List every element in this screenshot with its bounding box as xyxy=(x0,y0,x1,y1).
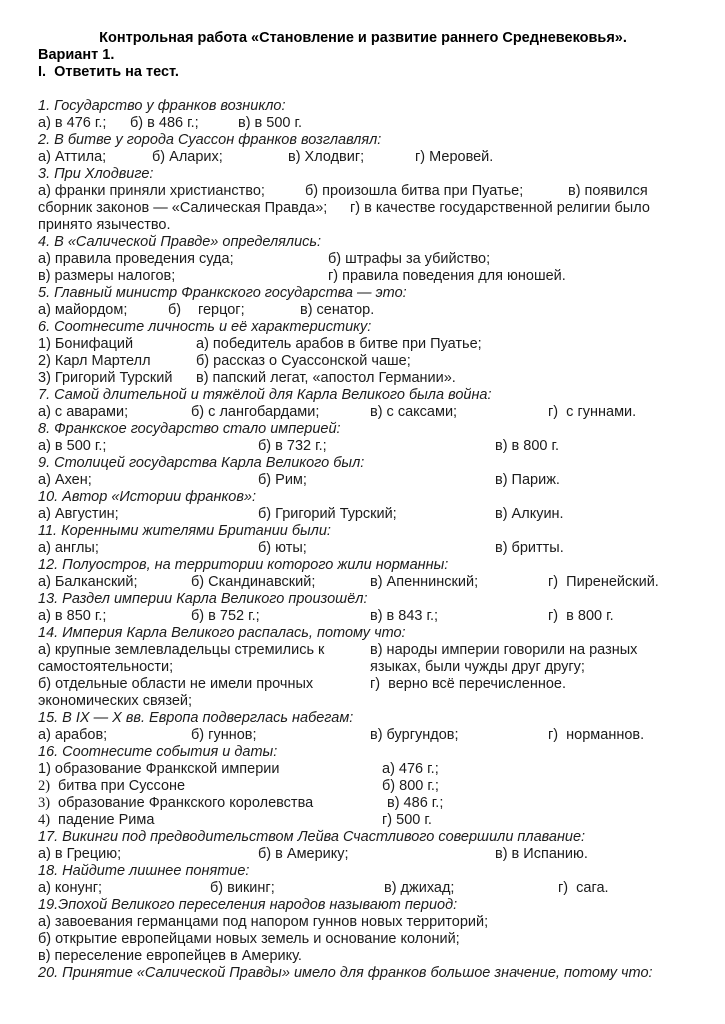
question-text xyxy=(38,132,688,149)
answer-options-line-text: экономических связей; xyxy=(38,693,193,709)
answer-options-line xyxy=(38,931,688,948)
answer-options-line-text: в) сенатор. xyxy=(300,302,375,318)
match-row-text: 4) xyxy=(38,812,51,828)
question-text xyxy=(38,591,688,608)
answer-options-line xyxy=(38,200,688,217)
match-row-text: а) победитель арабов в битве при Пуатье; xyxy=(196,336,482,352)
answer-options-line xyxy=(38,115,688,132)
answer-options-line xyxy=(38,693,688,710)
question-text-text: 19.Эпохой Великого переселения народов называют период: xyxy=(38,897,458,913)
question-text xyxy=(38,387,688,404)
match-row-text: б) 800 г.; xyxy=(382,778,439,794)
match-row-text: образование Франкского королевства xyxy=(58,795,314,811)
answer-options-line-text: а) в Грецию; xyxy=(38,846,122,862)
match-row xyxy=(38,353,688,370)
match-row xyxy=(38,336,688,353)
answer-options-line-text: в) Алкуин. xyxy=(495,506,564,522)
answer-options-line xyxy=(38,914,688,931)
answer-options-line-text: б) викинг; xyxy=(210,880,275,896)
match-row-text: 1) Бонифаций xyxy=(38,336,134,352)
match-row-text: 1) образование Франкской империи xyxy=(38,761,280,777)
question-text-text: 20. Принятие «Салической Правды» имело для франков большое значение, потому что: xyxy=(38,965,653,981)
answer-options-line-text: б) произошла битва при Пуатье; xyxy=(305,183,524,199)
match-row xyxy=(38,761,688,778)
answer-options-line-text: г) правила поведения для юношей. xyxy=(328,268,566,284)
question-text xyxy=(38,489,688,506)
answer-options-line-text: г) в 800 г. xyxy=(548,608,614,624)
answer-options-line-text: а) майордом; xyxy=(38,302,128,318)
answer-options-line-text: г) норманнов. xyxy=(548,727,645,743)
match-row-text: а) 476 г.; xyxy=(382,761,439,777)
question-text xyxy=(38,965,688,982)
answer-options-line-text: в) Париж. xyxy=(495,472,560,488)
question-text-text: 7. Самой длительной и тяжёлой для Карла Великого была война: xyxy=(38,387,492,403)
answer-options-line-text: б) штрафы за убийство; xyxy=(328,251,491,267)
match-row-text: 3) xyxy=(38,795,51,811)
answer-options-line-text: в) бургундов; xyxy=(370,727,459,743)
answer-options-line xyxy=(38,217,688,234)
question-text-text: 16. Соотнесите события и даты: xyxy=(38,744,278,760)
answer-options-line xyxy=(38,302,688,319)
match-row-text: битва при Суссоне xyxy=(58,778,186,794)
variant-label-text: Вариант 1. xyxy=(38,47,115,63)
answer-options-line-text: герцог; xyxy=(198,302,245,318)
answer-options-line-text: в) в 800 г. xyxy=(495,438,560,454)
question-text xyxy=(38,421,688,438)
answer-options-line-text: самостоятельности; xyxy=(38,659,174,675)
question-text xyxy=(38,897,688,914)
match-row-text: в) 486 г.; xyxy=(387,795,444,811)
answer-options-line-text: а) крупные землевладельцы стремились к xyxy=(38,642,325,658)
match-row-text: б) рассказ о Суассонской чаше; xyxy=(196,353,411,369)
question-text xyxy=(38,455,688,472)
question-text xyxy=(38,285,688,302)
answer-options-line-text: в) Апеннинский; xyxy=(370,574,479,590)
answer-options-line-text: в) появился xyxy=(568,183,648,199)
answer-options-line-text: б) в 732 г.; xyxy=(258,438,327,454)
question-text xyxy=(38,98,688,115)
variant-label xyxy=(38,47,688,64)
match-row xyxy=(38,812,688,829)
answer-options-line-text: в) размеры налогов; xyxy=(38,268,176,284)
question-text-text: 14. Империя Карла Великого распалась, потому что: xyxy=(38,625,406,641)
question-text-text: 10. Автор «Истории франков»: xyxy=(38,489,257,505)
question-text-text: 17. Викинги под предводительством Лейва Счастливого совершили плавание: xyxy=(38,829,586,845)
answer-options-line-text: в) с саксами; xyxy=(370,404,458,420)
answer-options-line xyxy=(38,846,688,863)
answer-options-line-text: в) в 500 г. xyxy=(238,115,303,131)
answer-options-line-text: а) правила проведения суда; xyxy=(38,251,234,267)
section-heading-text: I. Ответить на тест. xyxy=(38,64,179,80)
match-row-text: г) 500 г. xyxy=(382,812,432,828)
answer-options-line-text: б) Скандинавский; xyxy=(191,574,316,590)
answer-options-line xyxy=(38,268,688,285)
answer-options-line-text: в) переселение европейцев в Америку. xyxy=(38,948,302,964)
spacer xyxy=(38,81,688,98)
answer-options-line xyxy=(38,880,688,897)
question-text-text: 3. При Хлодвиге: xyxy=(38,166,154,182)
question-text-text: 15. В IX — X вв. Европа подверглась набегам: xyxy=(38,710,354,726)
question-text xyxy=(38,863,688,880)
answer-options-line-text: в) в 843 г.; xyxy=(370,608,439,624)
answer-options-line-text: б) Рим; xyxy=(258,472,307,488)
answer-options-line-text: в) бритты. xyxy=(495,540,564,556)
answer-options-line-text: в) в Испанию. xyxy=(495,846,588,862)
question-text-text: 4. В «Салической Правде» определялись: xyxy=(38,234,322,250)
answer-options-line-text: б) юты; xyxy=(258,540,307,556)
answer-options-line-text: языках, были чужды друг другу; xyxy=(370,659,585,675)
match-row-text: 2) xyxy=(38,778,51,794)
answer-options-line-text: а) в 500 г.; xyxy=(38,438,107,454)
match-row-text: 3) Григорий Турский xyxy=(38,370,173,386)
answer-options-line-text: принято язычество. xyxy=(38,217,171,233)
answer-options-line-text: б) Аларих; xyxy=(152,149,223,165)
question-text-text: 12. Полуостров, на территории которого жили норманны: xyxy=(38,557,449,573)
question-text xyxy=(38,625,688,642)
question-text-text: 6. Соотнесите личность и её характеристику: xyxy=(38,319,372,335)
answer-options-line xyxy=(38,659,688,676)
answer-options-line-text: а) франки приняли христианство; xyxy=(38,183,265,199)
document-title-text: Контрольная работа «Становление и развитие раннего Средневековья». xyxy=(99,30,627,46)
match-row xyxy=(38,778,688,795)
question-text xyxy=(38,557,688,574)
answer-options-line xyxy=(38,438,688,455)
answer-options-line-text: г) Пиренейский. xyxy=(548,574,659,590)
answer-options-line-text: г) верно всё перечисленное. xyxy=(370,676,566,692)
answer-options-line-text: б) Григорий Турский; xyxy=(258,506,397,522)
question-text-text: 9. Столицей государства Карла Великого был: xyxy=(38,455,365,471)
answer-options-line xyxy=(38,506,688,523)
answer-options-line-text: б) в 486 г.; xyxy=(130,115,199,131)
answer-options-line xyxy=(38,574,688,591)
question-text xyxy=(38,319,688,336)
answer-options-line-text: б) в 752 г.; xyxy=(191,608,260,624)
question-text-text: 1. Государство у франков возникло: xyxy=(38,98,286,114)
question-text-text: 5. Главный министр Франкского государства — это: xyxy=(38,285,407,301)
answer-options-line xyxy=(38,404,688,421)
answer-options-line-text: а) Балканский; xyxy=(38,574,138,590)
answer-options-line xyxy=(38,540,688,557)
answer-options-line-text: а) арабов; xyxy=(38,727,108,743)
answer-options-line-text: г) с гуннами. xyxy=(548,404,637,420)
section-heading xyxy=(38,64,688,81)
answer-options-line-text: г) сага. xyxy=(558,880,609,896)
answer-options-line xyxy=(38,676,688,693)
answer-options-line-text: а) Августин; xyxy=(38,506,119,522)
answer-options-line xyxy=(38,642,688,659)
answer-options-line xyxy=(38,727,688,744)
answer-options-line-text: б) отдельные области не имели прочных xyxy=(38,676,314,692)
question-text-text: 8. Франкское государство стало империей: xyxy=(38,421,341,437)
answer-options-line xyxy=(38,149,688,166)
answer-options-line-text: б) открытие европейцами новых земель и основание колоний; xyxy=(38,931,460,947)
match-row xyxy=(38,795,688,812)
answer-options-line xyxy=(38,251,688,268)
answer-options-line xyxy=(38,608,688,625)
match-row-text: падение Рима xyxy=(58,812,155,828)
question-text xyxy=(38,744,688,761)
answer-options-line-text: а) в 850 г.; xyxy=(38,608,107,624)
answer-options-line-text: а) в 476 г.; xyxy=(38,115,107,131)
answer-options-line-text: а) англы; xyxy=(38,540,99,556)
question-text-text: 18. Найдите лишнее понятие: xyxy=(38,863,250,879)
question-text xyxy=(38,710,688,727)
question-text xyxy=(38,523,688,540)
match-row xyxy=(38,370,688,387)
question-text-text: 2. В битве у города Суассон франков возглавлял: xyxy=(38,132,382,148)
answer-options-line-text: а) Аттила; xyxy=(38,149,107,165)
answer-options-line-text: б) в Америку; xyxy=(258,846,349,862)
answer-options-line-text: б) гуннов; xyxy=(191,727,257,743)
answer-options-line-text: сборник законов — «Салическая Правда»; xyxy=(38,200,328,216)
question-text xyxy=(38,829,688,846)
question-text xyxy=(38,166,688,183)
question-text xyxy=(38,234,688,251)
match-row-text: в) папский легат, «апостол Германии». xyxy=(196,370,456,386)
answer-options-line-text: а) Ахен; xyxy=(38,472,92,488)
answer-options-line xyxy=(38,183,688,200)
answer-options-line xyxy=(38,472,688,489)
answer-options-line xyxy=(38,948,688,965)
question-text-text: 13. Раздел империи Карла Великого произошёл: xyxy=(38,591,368,607)
question-text-text: 11. Коренными жителями Британии были: xyxy=(38,523,331,539)
answer-options-line-text: б) xyxy=(168,302,182,318)
answer-options-line-text: а) с аварами; xyxy=(38,404,129,420)
answer-options-line-text: г) Меровей. xyxy=(415,149,494,165)
answer-options-line-text: а) завоевания германцами под напором гуннов новых территорий; xyxy=(38,914,489,930)
answer-options-line-text: б) с лангобардами; xyxy=(191,404,320,420)
answer-options-line-text: а) конунг; xyxy=(38,880,103,896)
match-row-text: 2) Карл Мартелл xyxy=(38,353,151,369)
answer-options-line-text: в) народы империи говорили на разных xyxy=(370,642,638,658)
answer-options-line-text: в) джихад; xyxy=(384,880,455,896)
answer-options-line-text: в) Хлодвиг; xyxy=(288,149,365,165)
answer-options-line-text: г) в качестве государственной религии было xyxy=(350,200,650,216)
document-title xyxy=(38,30,688,47)
document-body xyxy=(38,30,688,982)
